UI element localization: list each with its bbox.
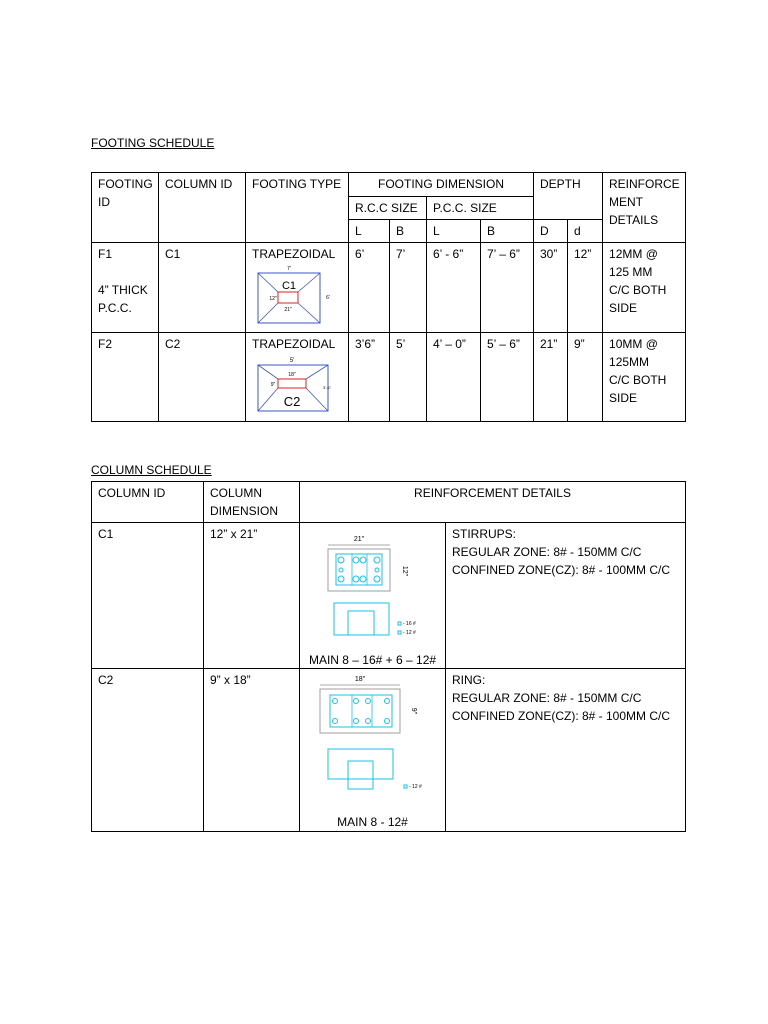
sketch-side-dimension: 3'-6": [323, 385, 331, 390]
rebar-12-icon: [333, 719, 338, 724]
footing-reinforcement: 12MM @ 125 MM C/C BOTH SIDE: [603, 243, 686, 333]
footing-f2-sketch: [252, 355, 332, 419]
footing-type: TRAPEZOIDAL: [252, 247, 336, 261]
sketch-inner-height: 9": [270, 382, 276, 388]
sketch-side-dimension: 6': [326, 295, 330, 301]
column-dimension: 12” x 21”: [204, 523, 300, 669]
header-footing-dimension: FOOTING DIMENSION: [349, 173, 534, 197]
header-rcc-size: R.C.C SIZE: [349, 197, 427, 220]
rebar-12-icon: [339, 568, 343, 572]
section-width-label: 21": [353, 536, 365, 543]
rebar-16-icon: [374, 557, 380, 563]
header-rcc-b: B: [390, 220, 427, 243]
column-dimension: 9” x 18”: [204, 669, 300, 832]
legend-12-label: - 12 #: [403, 630, 416, 636]
stirrup-detail-inner: [348, 611, 374, 635]
header-depth-d-upper: D: [534, 220, 568, 243]
section-width-label: 18": [354, 676, 366, 683]
sketch-inner-height: 12": [269, 296, 277, 302]
column-c1-sketch-cell: [300, 523, 446, 669]
column-schedule-title: COLUMN SCHEDULE: [91, 463, 212, 477]
footing-type-cell: [246, 243, 349, 333]
legend-16-label: - 16 #: [403, 621, 416, 627]
rebar-12-icon: [366, 719, 371, 724]
stirrup-detail-inner: [348, 761, 373, 789]
depth-d-lower: 9”: [568, 333, 603, 422]
rebar-12-icon: [333, 699, 338, 704]
sketch-inner-width: 18": [288, 372, 296, 378]
header-pcc-size: P.C.C. SIZE: [427, 197, 534, 220]
header-column-dimension: COLUMN DIMENSION: [204, 482, 300, 523]
rebar-12-icon: [375, 568, 379, 572]
column-c2-section-sketch: [300, 669, 446, 809]
footing-row: [92, 333, 686, 422]
pcc-b: 5’ – 6”: [481, 333, 534, 422]
stirrup-outline: [330, 695, 392, 727]
legend-12-swatch: [398, 631, 401, 634]
rebar-16-icon: [353, 557, 359, 563]
column-c2-sketch-cell: [300, 669, 446, 832]
stirrup-detail-outline: [334, 603, 389, 635]
rebar-12-icon: [354, 699, 359, 704]
footing-slope-line: [258, 365, 278, 379]
rcc-b: 7’: [390, 243, 427, 333]
header-rcc-l: L: [349, 220, 390, 243]
column-id: C2: [92, 669, 204, 832]
rebar-12-icon: [366, 699, 371, 704]
header-reinforcement: REINFORCE MENT DETAILS: [603, 173, 686, 243]
column-row: [92, 523, 686, 669]
footing-slope-line: [258, 388, 278, 411]
footing-slope-line: [298, 303, 320, 323]
footing-id: F2: [92, 333, 159, 422]
header-depth-d-lower: d: [568, 220, 603, 243]
pcc-l: 4’ – 0”: [427, 333, 481, 422]
section-depth-label: 9": [410, 707, 417, 715]
sketch-inner-width: 21": [284, 307, 292, 313]
sketch-column-label: C1: [281, 280, 297, 292]
rebar-16-icon: [338, 557, 344, 563]
depth-d-upper: 21”: [534, 333, 568, 422]
footing-schedule-title: FOOTING SCHEDULE: [91, 136, 215, 150]
header-pcc-b: B: [481, 220, 534, 243]
footing-reinforcement: 10MM @ 125MM C/C BOTH SIDE: [603, 333, 686, 422]
section-depth-label: 12": [401, 565, 408, 577]
footing-type-cell: [246, 333, 349, 422]
sketch-top-dimension: 5': [289, 358, 295, 364]
column-reinforcement-details: RING: REGULAR ZONE: 8# - 150MM C/C CONFINED ZONE(CZ): 8# - 100MM C/C: [446, 669, 686, 832]
footing-row: [92, 243, 686, 333]
column-section-outline: [320, 689, 400, 733]
stirrup-detail-outline: [328, 749, 393, 779]
footing-id: F1 4” THICK P.C.C.: [92, 243, 159, 333]
rebar-12-icon: [385, 719, 390, 724]
rcc-l: 3’6”: [349, 333, 390, 422]
legend-16-swatch: [398, 622, 401, 625]
column-outline: [278, 379, 306, 388]
footing-column-id: C2: [159, 333, 246, 422]
header-pcc-l: L: [427, 220, 481, 243]
header-depth: DEPTH: [534, 173, 603, 220]
rebar-16-icon: [338, 576, 344, 582]
header-footing-type: FOOTING TYPE: [246, 173, 349, 243]
footing-slope-line: [306, 388, 328, 411]
rebar-16-icon: [374, 576, 380, 582]
header-footing-id: FOOTING ID: [92, 173, 159, 243]
footing-f1-sketch: [252, 265, 332, 329]
column-main-bars: MAIN 8 - 12#: [337, 815, 408, 829]
column-outline: [278, 292, 298, 303]
pcc-b: 7’ – 6”: [481, 243, 534, 333]
pcc-l: 6’ - 6”: [427, 243, 481, 333]
column-schedule-table: [91, 481, 686, 832]
header-column-id: COLUMN ID: [159, 173, 246, 243]
column-c1-section-sketch: [300, 523, 446, 647]
depth-d-lower: 12”: [568, 243, 603, 333]
rebar-16-icon: [353, 576, 359, 582]
rcc-b: 5’: [390, 333, 427, 422]
column-main-bars: MAIN 8 – 16# + 6 – 12#: [308, 653, 437, 667]
rebar-16-icon: [360, 557, 366, 563]
sketch-top-dimension: 7': [287, 266, 291, 272]
column-id: C1: [92, 523, 204, 669]
footing-slope-line: [298, 273, 320, 292]
footing-schedule-table: [91, 172, 686, 422]
header-column-id: COLUMN ID: [92, 482, 204, 523]
rebar-12-icon: [385, 699, 390, 704]
legend-12-swatch: [404, 785, 407, 788]
header-reinforcement-details: REINFORCEMENT DETAILS: [300, 482, 686, 523]
column-row: [92, 669, 686, 832]
rebar-16-icon: [360, 576, 366, 582]
column-reinforcement-details: STIRRUPS: REGULAR ZONE: 8# - 150MM C/C CONFINED ZONE(CZ): 8# - 100MM C/C: [446, 523, 686, 669]
footing-slope-line: [306, 365, 328, 379]
rebar-12-icon: [354, 719, 359, 724]
footing-slope-line: [258, 273, 278, 292]
footing-type: TRAPEZOIDAL: [252, 337, 336, 351]
footing-column-id: C1: [159, 243, 246, 333]
depth-d-upper: 30”: [534, 243, 568, 333]
legend-12-label: - 12 #: [409, 784, 422, 790]
sketch-column-label: C2: [283, 394, 301, 409]
rcc-l: 6’: [349, 243, 390, 333]
footing-slope-line: [258, 303, 278, 323]
